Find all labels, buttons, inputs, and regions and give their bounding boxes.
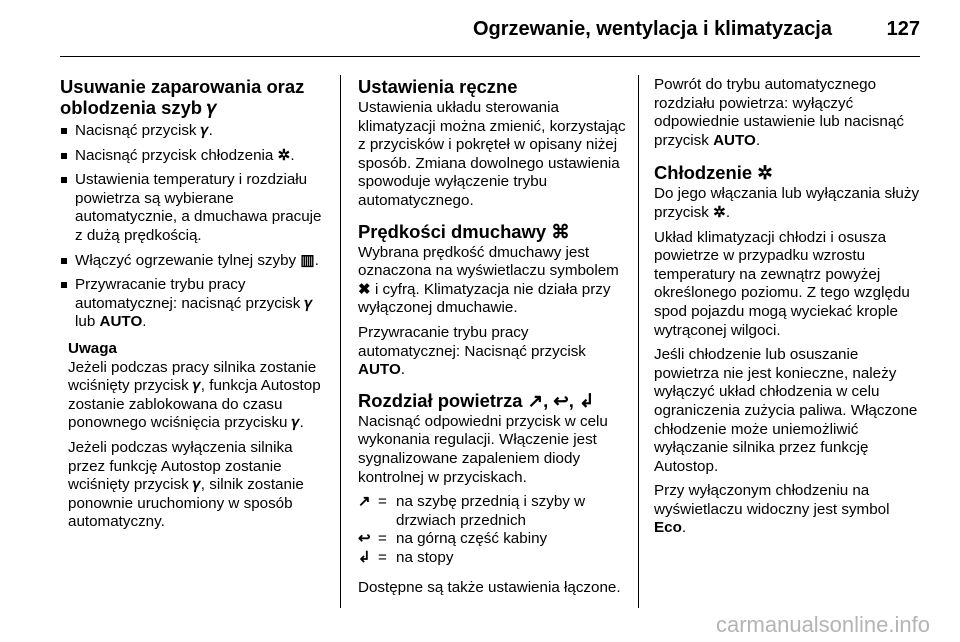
paragraph: Układ klimatyzacji chłodzi i osusza powietrze w przypadku wzrostu temperatury na zewnątrz powyżej określonego poziomu. Z tego względu spod pojazdu mogą wyciekać krople wytrąconej wilgoci. <box>654 228 910 339</box>
floor-vent-icon: ↲ <box>578 389 595 411</box>
upper-vent-icon: ↩ <box>553 389 569 411</box>
page-number: 127 <box>886 18 920 40</box>
note-paragraph: Jeżeli podczas wyłączenia silnika przez funkcję Autostop zostanie wciśnięty przycisk 𝛾, silnik zostanie ponownie uruchomiony w sposób automatyczny. <box>68 438 304 531</box>
paragraph: Wybrana prędkość dmuchawy jest oznaczona na wyświetlaczu symbolem ✖ i cyfrą. Klimatyzacja nie działa przy wyłączonej dmuchawie. <box>358 243 619 317</box>
defrost-icon: 𝛾 <box>207 97 217 118</box>
table-row: ↗ = na szybę przednią i szyby w drzwiach przednich <box>358 493 586 529</box>
list-item: Nacisnąć przycisk chłodzenia ✲. <box>60 147 322 166</box>
note-box <box>68 340 322 532</box>
fan-icon: ⌘ <box>551 220 570 242</box>
table-row: ↩ = na górną część kabiny <box>358 530 548 548</box>
upper-vent-icon: ↩ <box>358 530 371 548</box>
column-1 <box>60 76 322 538</box>
paragraph: Przywracanie trybu pracy automatycznej: Nacisnąć przycisk AUTO. <box>358 323 586 379</box>
note-paragraph: Jeżeli podczas pracy silnika zostanie wciśnięty przycisk 𝛾, funkcja Autostop zostanie zablokowana do czasu ponownego wciśnięcia przycisku 𝛾. <box>68 358 321 432</box>
paragraph: Nacisnąć odpowiedni przycisk w celu wykonania regulacji. Włączenie jest sygnalizowane zapaleniem diody kontrolnej w przyciskach. <box>358 412 608 486</box>
paragraph: Ustawienia układu sterowania klimatyzacji można zmienić, korzystając z przycisków i pokręteł w opisany niżej sposób. Zmiana dowolnego ustawienia spowoduje wyłączenie trybu automatycznego. <box>358 99 626 209</box>
note-title: Uwaga <box>68 339 117 357</box>
list-item: Przywracanie trybu pracy automatycznej: nacisnąć przycisk 𝛾 lub AUTO. <box>60 276 322 332</box>
list-item: Włączyć ogrzewanie tylnej szyby ▥. <box>60 252 322 271</box>
list-item: Ustawienia temperatury i rozdziału powietrza są wybierane automatycznie, a dmuchawa pracuje z dużą prędkością. <box>60 171 322 245</box>
defrost-icon: 𝛾 <box>200 122 209 139</box>
table-row: ↲ = na stopy <box>358 548 454 566</box>
rear-window-heating-icon: ▥ <box>300 251 315 269</box>
cooling-icon: ✲ <box>277 146 291 164</box>
column-2 <box>358 76 626 604</box>
paragraph: Przy wyłączonym chłodzeniu na wyświetlaczu widoczny jest symbol Eco. <box>654 482 890 537</box>
section-heading-defrost: Usuwanie zaparowania oraz oblodzenia szyb 𝛾 <box>60 76 305 118</box>
windshield-icon: ↗ <box>527 389 544 411</box>
fan-symbol-icon: ✖ <box>358 280 371 298</box>
section-heading-fan-speed: Prędkości dmuchawy ⌘ <box>358 220 570 242</box>
list-item: Nacisnąć przycisk 𝛾. <box>60 122 322 141</box>
section-heading-cooling: Chłodzenie ✲ <box>654 162 773 184</box>
floor-vent-icon: ↲ <box>358 548 371 566</box>
defrost-icon: 𝛾 <box>304 294 313 312</box>
paragraph: Dostępne są także ustawienia łączone. <box>358 579 621 597</box>
defrost-icon: 𝛾 <box>192 377 201 395</box>
watermark: carmanualsonline.info <box>715 612 930 637</box>
paragraph: Jeśli chłodzenie lub osuszanie powietrza nie jest konieczne, należy wyłączyć układ chłodzenia w celu ograniczenia zużycia paliwa. Włączone chłodzenie może uniemożliwić wyłączanie silnika przez funkcję Autostop. <box>654 346 918 475</box>
windshield-icon: ↗ <box>358 493 371 511</box>
column-divider-2 <box>638 75 639 608</box>
column-divider-1 <box>340 75 341 608</box>
page-title: Ogrzewanie, wentylacja i klimatyzacja <box>472 18 832 40</box>
defrost-icon: 𝛾 <box>291 414 300 432</box>
header-rule <box>60 56 920 57</box>
air-distribution-table <box>358 493 626 567</box>
paragraph: Powrót do trybu automatycznego rozdziału powietrza: wyłączyć odpowiednie ustawienie lub nacisnąć przycisk AUTO. <box>654 76 904 149</box>
page-header <box>0 0 960 60</box>
column-3 <box>654 76 924 544</box>
defrost-steps-list <box>60 122 322 332</box>
section-heading-manual: Ustawienia ręczne <box>358 76 518 97</box>
cooling-icon: ✲ <box>757 162 773 184</box>
section-heading-air-distribution: Rozdział powietrza ↗, ↩, ↲ <box>358 389 595 411</box>
paragraph: Do jego włączania lub wyłączania służy przycisk ✲. <box>654 185 920 221</box>
defrost-icon: 𝛾 <box>192 476 201 494</box>
cooling-icon: ✲ <box>713 203 726 221</box>
